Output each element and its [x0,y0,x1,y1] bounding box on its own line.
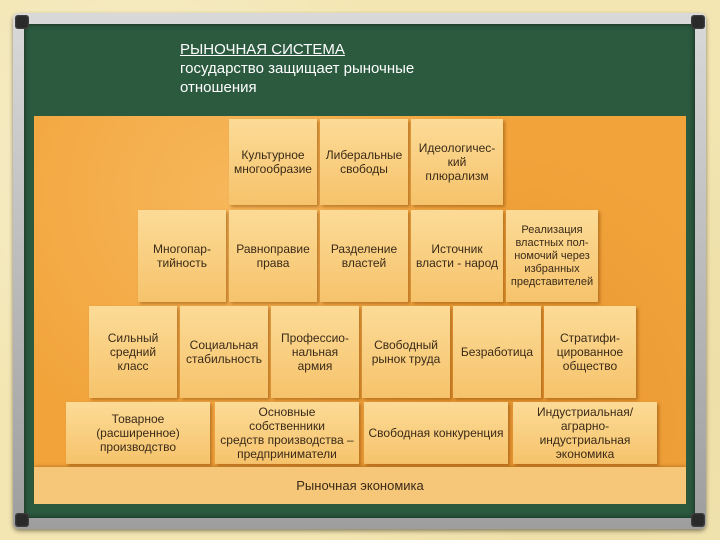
pyramid-cell-free-competition: Свободная конкуренция [364,402,508,464]
pyramid-cell-separation-of-powers: Разделение властей [320,210,408,302]
pyramid-cell-middle-class: Сильный средний класс [89,306,177,398]
title-line-3: отношения [180,79,257,96]
pyramid-cell-source-of-power: Источник власти - народ [411,210,503,302]
pyramid-cell-free-labor-market: Свободный рынок труда [362,306,450,398]
pyramid-cell-representatives: Реализация властных пол- номочий через избранных представителей [506,210,598,302]
pyramid-cell-professional-army: Профессио- нальная армия [271,306,359,398]
frame-corner [691,15,705,29]
pyramid-cell-owners-entrepreneurs: Основные собственники средств производства – предприниматели [215,402,359,464]
pyramid-cell-ideological-pluralism: Идеологичес- кий плюрализм [411,119,503,205]
frame-corner [691,513,705,527]
pyramid-cell-stratified-society: Стратифи- цированное общество [544,306,636,398]
pyramid-cell-liberal-freedoms: Либеральные свободы [320,119,408,205]
frame-corner [15,513,29,527]
slide-title [180,40,580,97]
pyramid-cell-unemployment: Безработица [453,306,541,398]
pyramid-cell-cultural-diversity: Культурное многообразие [229,119,317,205]
pyramid-cell-commodity-production: Товарное (расширенное) производство [66,402,210,464]
pyramid-cell-social-stability: Социальная стабильность [180,306,268,398]
title-line-2: государство защищает рыночные [180,60,415,77]
title-line-1: РЫНОЧНАЯ СИСТЕМА [180,41,345,58]
pyramid-base-market-economy: Рыночная экономика [34,467,686,504]
pyramid-cell-industrial-economy: Индустриальная/ аграрно-индустриальная экономика [513,402,657,464]
pyramid-cell-equal-rights: Равноправие права [229,210,317,302]
frame-corner [15,15,29,29]
pyramid-cell-multiparty: Многопар- тийность [138,210,226,302]
